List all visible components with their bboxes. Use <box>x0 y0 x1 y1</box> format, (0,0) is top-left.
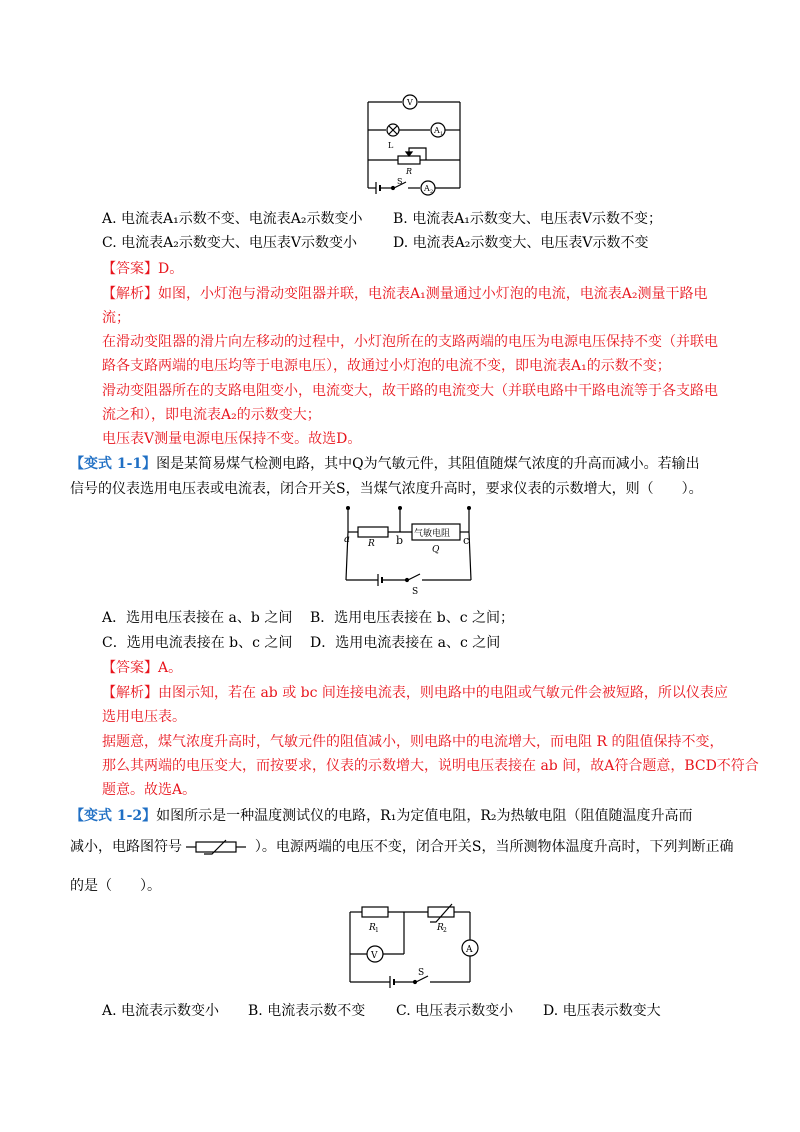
analysis-line: 选用电压表。 <box>102 709 186 725</box>
question-stem-line: 减小，电路图符号 ）。电源两端的电压不变，闭合开关S，当所测物体温度升高时，下列判断正确 <box>70 839 734 855</box>
analysis-line: 【解析】由图示知，若在 ab 或 bc 间连接电流表，则电路中的电阻或气敏元件会被短路，所以仪表应 <box>102 685 728 701</box>
resistor-r-label: R <box>368 539 375 549</box>
option-c: C．选用电流表接在 b、c 之间 <box>102 635 293 651</box>
question-stem: 信号的仪表选用电压表或电流表，闭合开关S，当煤气浓度升高时，要求仪表的示数增大，则（ ）。 <box>70 481 703 497</box>
question-variant-1-2 <box>70 807 692 825</box>
variant-tag: 【变式 1-2】 <box>70 808 157 824</box>
rheostat-label: R <box>406 167 413 176</box>
analysis-line: 题意。故选A。 <box>102 782 197 798</box>
option-d: D. 电压表示数变大 <box>543 1003 661 1019</box>
circuit-diagram-1 <box>362 92 466 200</box>
svg-text:2: 2 <box>443 927 447 934</box>
analysis-line: 流； <box>102 310 130 326</box>
svg-text:2: 2 <box>430 189 434 195</box>
voltmeter-label: V <box>371 951 378 961</box>
option-a: A. 电流表示数变小 <box>102 1003 220 1019</box>
terminal-b-label: b <box>396 534 404 547</box>
terminal-a-label: a <box>344 534 350 545</box>
svg-text:1: 1 <box>440 131 444 137</box>
analysis-line: 【解析】如图，小灯泡与滑动变阻器并联，电流表A₁测量通过小灯泡的电流，电流表A₂测量干路电 <box>102 286 708 302</box>
option-a: A. 电流表A₁示数不变、电流表A₂示数变小 <box>102 211 363 227</box>
voltmeter-label: V <box>407 98 413 107</box>
option-a: A．选用电压表接在 a、b 之间 <box>102 610 293 626</box>
analysis-line: 滑动变阻器所在的支路电阻变小，电流变大，故干路的电流变大（并联电路中干路电流等于各支路电 <box>102 383 718 399</box>
option-b: B. 电流表示数不变 <box>248 1003 366 1019</box>
option-d: D．选用电流表接在 a、c 之间 <box>310 635 501 651</box>
question-stem: 图是某简易煤气检测电路，其中Q为气敏元件，其阻值随煤气浓度的升高而减小。若输出 <box>156 456 700 472</box>
analysis-line: 在滑动变阻器的滑片向左移动的过程中，小灯泡所在的支路两端的电压为电源电压保持不变（并联电 <box>102 334 718 350</box>
analysis-line: 那么其两端的电压变大，而按要求，仪表的示数增大，说明电压表接在 ab 间，故A符合题意，BCD不符合 <box>102 758 759 774</box>
switch-label: S <box>397 177 403 186</box>
option-c: C. 电流表A₂示数变大、电压表V示数变小 <box>102 235 357 251</box>
question-stem: 的是（ ）。 <box>70 878 161 894</box>
analysis-line: 流之和），即电流表A₂的示数变大； <box>102 407 321 423</box>
sensor-q-label: Q <box>432 545 440 555</box>
r2-label: R <box>437 923 444 933</box>
variant-tag: 【变式 1-1】 <box>70 456 157 472</box>
question-stem: 如图所示是一种温度测试仪的电路，R₁为定值电阻，R₂为热敏电阻（阻值随温度升高而 <box>156 808 693 824</box>
terminal-c-label: c <box>463 534 470 547</box>
switch-label: S <box>412 587 419 596</box>
question-variant-1-1 <box>70 455 700 473</box>
svg-text:1: 1 <box>375 927 379 934</box>
r1-label: R <box>369 923 376 933</box>
circuit-diagram-3 <box>344 902 488 994</box>
option-d: D. 电流表A₂示数变大、电压表V示数不变 <box>393 235 649 251</box>
analysis-line: 路各支路两端的电压均等于电源电压），故通过小灯泡的电流不变，即电流表A₁的示数不变； <box>102 358 671 374</box>
ammeter-a1-label: A <box>434 126 440 135</box>
gas-sensor-label: 气敏电阻 <box>414 529 451 539</box>
ammeter-a2-label: A <box>424 184 430 193</box>
option-b: B. 电流表A₁示数变大、电压表V示数不变； <box>393 211 663 227</box>
lamp-label: L <box>388 141 394 150</box>
thermistor-symbol-icon <box>186 838 250 856</box>
analysis-line: 据题意，煤气浓度升高时，气敏元件的阻值减小，则电路中的电流增大，而电阻 R 的阻值保持不变， <box>102 734 724 750</box>
option-c: C. 电压表示数变小 <box>396 1003 514 1019</box>
circuit-diagram-2 <box>336 504 486 596</box>
answer: 【答案】D。 <box>102 261 184 277</box>
answer: 【答案】A。 <box>102 660 183 676</box>
switch-label: S <box>418 968 425 978</box>
analysis-line: 电压表V测量电源电压保持不变。故选D。 <box>102 431 362 447</box>
ammeter-label: A <box>466 945 473 955</box>
option-b: B．选用电压表接在 b、c 之间； <box>310 610 514 626</box>
